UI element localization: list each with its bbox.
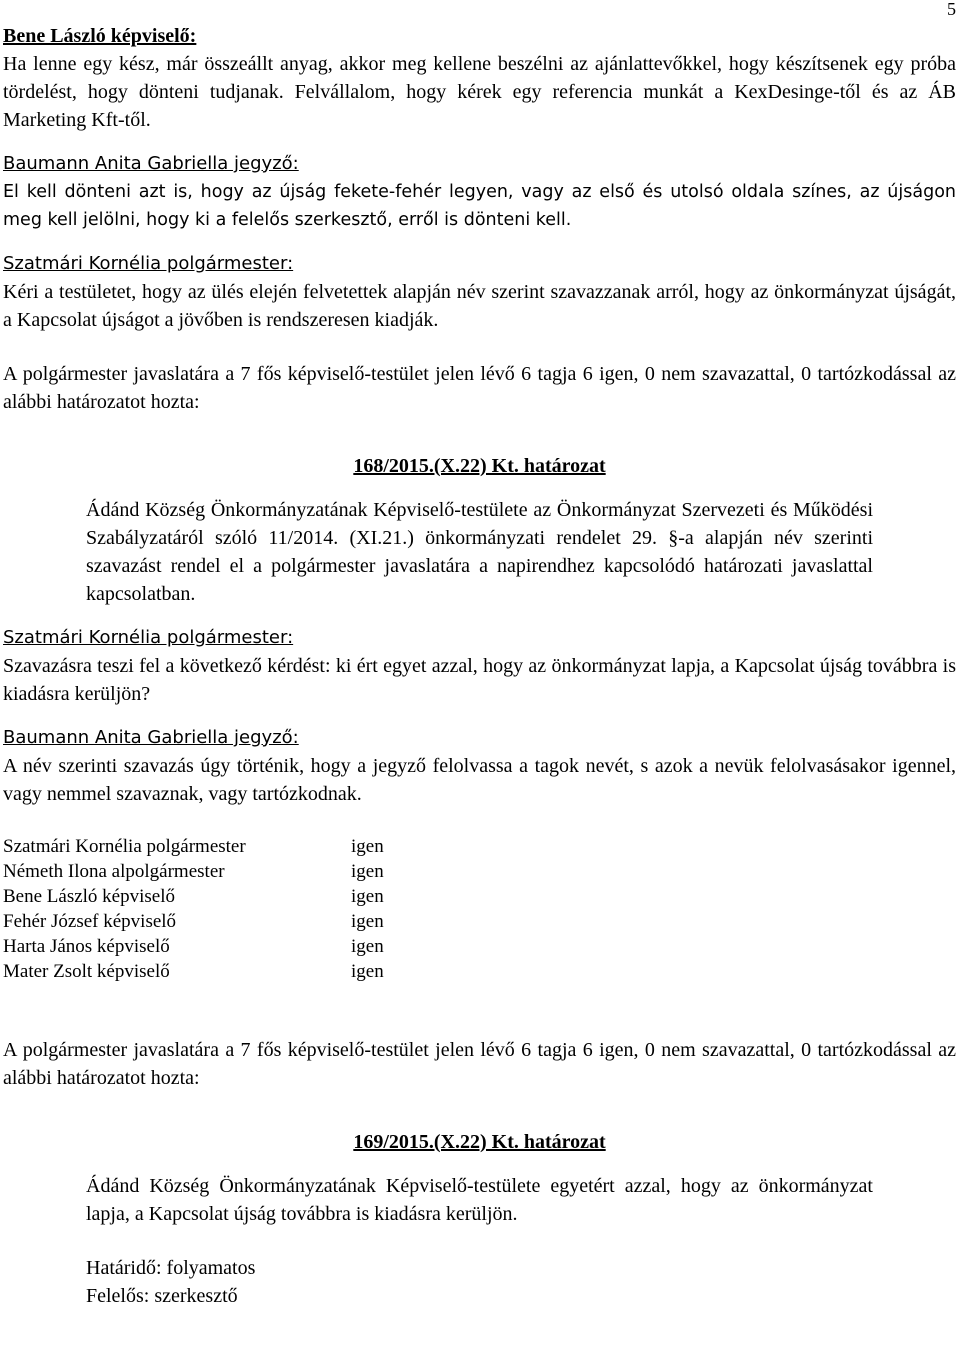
voter-name: Harta János képviselő [3,936,170,957]
vote-value: igen [351,836,384,857]
vote-value: igen [351,911,384,932]
paragraph: Szavazásra teszi fel a következő kérdést: ki ért egyet azzal, hogy az önkormányzat lapja, a Kapcsolat újság továbbra is kiadásra kerüljön? [3,655,956,705]
voter-name: Mater Zsolt képviselő [3,961,170,982]
resolution-title: 168/2015.(X.22) Kt. határozat [353,455,606,477]
vote-row [3,884,384,909]
vote-table [3,834,384,984]
voter-name: Fehér József képviselő [3,911,177,932]
vote-value: igen [351,961,384,982]
vote-value: igen [351,886,384,907]
vote-row [3,859,384,884]
paragraph: Kéri a testületet, hogy az ülés elején felvetettek alapján név szerint szavazzanak arról, hogy az önkormányzat újságát, a Kapcsolat újságot a jövőben is rendszeresen kiadják. [3,281,956,331]
speaker-heading: Baumann Anita Gabriella jegyző: [3,727,299,748]
voter-name: Németh Ilona alpolgármester [3,861,225,882]
speaker-heading: Szatmári Kornélia polgármester: [3,627,294,648]
voter-name: Bene László képviselő [3,886,176,907]
vote-value: igen [351,861,384,882]
resolution-title: 169/2015.(X.22) Kt. határozat [353,1131,606,1153]
paragraph: El kell dönteni azt is, hogy az újság fekete-fehér legyen, vagy az első és utolsó oldala színes, az újságon meg kell jelölni, hogy ki a felelős szerkesztő, erről is dönteni kell. [3,182,956,230]
voter-name: Szatmári Kornélia polgármester [3,836,246,857]
vote-row [3,959,384,984]
resolution-text: Ádánd Község Önkormányzatának Képviselő-testülete az Önkormányzat Szervezeti és Működési Szabályzatáról szóló 11/2014. (XI.21.) önkormányzati rendelet 29. §-a alapján név szerinti szavazást rendel el a polgármester javaslatára a napirendhez kapcsolódó határozati javaslattal kapcsolatban. [86,499,873,605]
speaker-heading: Bene László képviselő: [3,25,197,47]
paragraph: A név szerinti szavazás úgy történik, hogy a jegyző felolvassa a tagok nevét, s azok a nevük felolvasásakor igennel, vagy nemmel szavaznak, vagy tartózkodnak. [3,755,956,805]
vote-value: igen [351,936,384,957]
paragraph: Ha lenne egy kész, már összeállt anyag, akkor meg kellene beszélni az ajánlattevőkkel, hogy készítsenek egy próba tördelést, hogy dönteni tudjanak. Felvállalom, hogy kérek egy referencia munkát a KexDesinge-től és az ÁB Marketing Kft-től. [3,53,956,131]
deadline: Határidő: folyamatos [86,1257,256,1279]
vote-row [3,934,384,959]
speaker-heading: Baumann Anita Gabriella jegyző: [3,153,299,174]
vote-row [3,834,384,859]
speaker-heading: Szatmári Kornélia polgármester: [3,253,294,274]
vote-row [3,909,384,934]
resolution-text: Ádánd Község Önkormányzatának Képviselő-testülete egyetért azzal, hogy az önkormányzat lapja, a Kapcsolat újság továbbra is kiadásra kerüljön. [86,1175,873,1225]
document-body [3,22,956,1310]
responsible: Felelős: szerkesztő [86,1285,238,1307]
vote-summary: A polgármester javaslatára a 7 fős képviselő-testület jelen lévő 6 tagja 6 igen, 0 nem szavazattal, 0 tartózkodással az alábbi határozatot hozta: [3,1039,956,1089]
vote-summary: A polgármester javaslatára a 7 fős képviselő-testület jelen lévő 6 tagja 6 igen, 0 nem szavazattal, 0 tartózkodással az alábbi határozatot hozta: [3,363,956,413]
page-number: 5 [947,0,956,19]
